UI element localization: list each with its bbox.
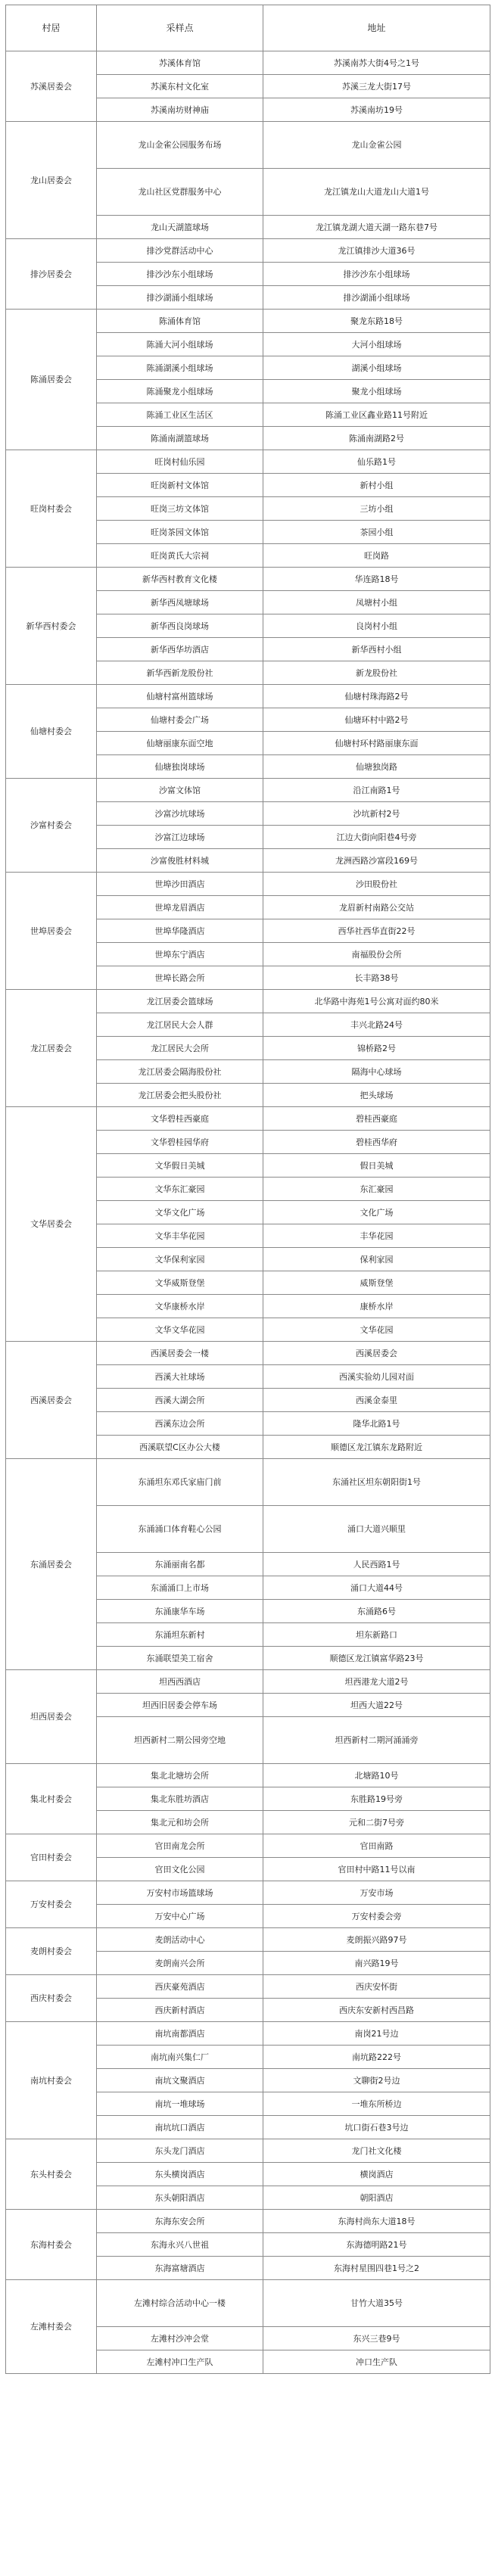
sampling-site: 左滩村综合活动中心一楼 (97, 2280, 263, 2327)
sampling-site: 龙山社区党群服务中心 (97, 169, 263, 216)
sampling-site: 东头龙门酒店 (97, 2139, 263, 2163)
site-address: 排沙沙东小组球场 (263, 263, 490, 286)
site-address: 龙洲西路沙富段169号 (263, 849, 490, 873)
village-name: 集北村委会 (6, 1764, 97, 1834)
site-address: 新龙股份社 (263, 661, 490, 685)
site-address: 江边大街向阳巷4号旁 (263, 826, 490, 849)
sampling-site: 新华西良岗球场 (97, 614, 263, 638)
site-address: 仙塘独岗路 (263, 755, 490, 779)
sampling-site: 万安村市场篮球场 (97, 1881, 263, 1905)
site-address: 南福股份会所 (263, 943, 490, 966)
sampling-site: 排沙党群活动中心 (97, 239, 263, 263)
site-address: 元和二街7号旁 (263, 1811, 490, 1834)
table-row (6, 1834, 490, 1858)
site-address: 文华花园 (263, 1318, 490, 1342)
village-name: 东涌居委会 (6, 1459, 97, 1670)
site-address: 顺德区龙江镇富华路23号 (263, 1647, 490, 1670)
site-address: 南岗21号边 (263, 2022, 490, 2046)
column-header-address: 地址 (263, 5, 490, 51)
site-address: 官田村中路11号以南 (263, 1858, 490, 1881)
site-address: 西庆安怀街 (263, 1975, 490, 1999)
site-address: 沿江南路1号 (263, 779, 490, 802)
site-address: 东海德明路21号 (263, 2233, 490, 2257)
sampling-site: 麦朗活动中心 (97, 1928, 263, 1952)
site-address: 丰华花园 (263, 1224, 490, 1248)
site-address: 北塘路10号 (263, 1764, 490, 1787)
table-row (6, 239, 490, 263)
sampling-site: 东涌涌口体育鞋心公园 (97, 1506, 263, 1553)
table-row (6, 779, 490, 802)
table-row (6, 568, 490, 591)
sampling-site: 官田南龙会所 (97, 1834, 263, 1858)
village-name: 苏溪居委会 (6, 51, 97, 122)
site-address: 龙江镇龙山大道龙山大道1号 (263, 169, 490, 216)
table-row (6, 450, 490, 474)
site-address: 锦桥路2号 (263, 1037, 490, 1060)
sampling-site: 西溪居委会一楼 (97, 1342, 263, 1365)
village-name: 西庆村委会 (6, 1975, 97, 2022)
sampling-site: 龙江居民大会人群 (97, 1013, 263, 1037)
site-address: 坦西新村二期河涌涌旁 (263, 1717, 490, 1764)
sampling-site: 文华丰华花园 (97, 1224, 263, 1248)
site-address: 涌口大道兴顺里 (263, 1506, 490, 1553)
sampling-site: 东涌坦东新村 (97, 1623, 263, 1647)
site-address: 长丰路38号 (263, 966, 490, 990)
site-address: 沙田股份社 (263, 873, 490, 896)
site-address: 三坊小组 (263, 497, 490, 521)
site-address: 西庆东安新村西昌路 (263, 1999, 490, 2022)
sampling-site: 世埠华隆酒店 (97, 919, 263, 943)
table-row (6, 1764, 490, 1787)
sampling-site: 陈涌大河小组球场 (97, 333, 263, 356)
sampling-site: 东涌联望美工宿舍 (97, 1647, 263, 1670)
sampling-site: 龙江居委会篮球场 (97, 990, 263, 1013)
sampling-site: 西溪大湖会所 (97, 1389, 263, 1412)
sampling-site: 文华东汇豪园 (97, 1178, 263, 1201)
site-address: 华连路18号 (263, 568, 490, 591)
site-address: 坦西大道22号 (263, 1694, 490, 1717)
village-name: 沙富村委会 (6, 779, 97, 873)
table-row (6, 1342, 490, 1365)
site-address: 一堆东所桥边 (263, 2092, 490, 2116)
table-row (6, 1975, 490, 1999)
sampling-site: 万安中心广场 (97, 1905, 263, 1928)
sampling-site: 西溪东边会所 (97, 1412, 263, 1436)
sampling-site: 东海东安会所 (97, 2210, 263, 2233)
site-address: 北华路中海苑1号公寓对面约80米 (263, 990, 490, 1013)
table-row (6, 310, 490, 333)
site-address: 康桥水岸 (263, 1295, 490, 1318)
site-address: 西溪实验幼儿园对面 (263, 1365, 490, 1389)
site-address: 排沙湖涌小组球场 (263, 286, 490, 310)
sampling-site: 新华西村教育文化楼 (97, 568, 263, 591)
site-address: 东涌路6号 (263, 1600, 490, 1623)
sampling-site: 沙富俊胜材料城 (97, 849, 263, 873)
sampling-site: 左滩村沙冲会堂 (97, 2327, 263, 2350)
sampling-site: 排沙湖涌小组球场 (97, 286, 263, 310)
sampling-site: 东海永兴八世祖 (97, 2233, 263, 2257)
table-row (6, 2280, 490, 2327)
table-row (6, 873, 490, 896)
table-body (6, 51, 490, 2374)
site-address: 茶园小组 (263, 521, 490, 544)
site-address: 陈涌工业区鑫业路11号附近 (263, 403, 490, 427)
sampling-site: 旺岗村仙乐园 (97, 450, 263, 474)
table-row (6, 1881, 490, 1905)
sampling-site: 西庆豪苑酒店 (97, 1975, 263, 1999)
site-address: 冲口生产队 (263, 2350, 490, 2374)
sampling-site: 苏溪南坊财神庙 (97, 98, 263, 122)
site-address: 苏溪三龙大街17号 (263, 75, 490, 98)
sampling-site: 官田文化公园 (97, 1858, 263, 1881)
site-address: 苏溪南苏大街4号之1号 (263, 51, 490, 75)
site-address: 东海村星围四巷1号之2 (263, 2257, 490, 2280)
sampling-site: 东涌丽南名都 (97, 1553, 263, 1576)
site-address: 假日美城 (263, 1154, 490, 1178)
sampling-site: 排沙沙东小组球场 (97, 263, 263, 286)
site-address: 新华西村小组 (263, 638, 490, 661)
sampling-site: 沙富江边球场 (97, 826, 263, 849)
sampling-site: 西溪大社球场 (97, 1365, 263, 1389)
village-name: 旺岗村委会 (6, 450, 97, 568)
site-address: 龙山金雀公园 (263, 122, 490, 169)
sampling-site: 苏溪东村文化室 (97, 75, 263, 98)
table-row (6, 1928, 490, 1952)
sampling-site: 坦西西酒店 (97, 1670, 263, 1694)
sampling-site: 新华西凤塘球场 (97, 591, 263, 614)
site-address: 西华社西华直街22号 (263, 919, 490, 943)
village-name: 东海村委会 (6, 2210, 97, 2280)
site-address: 仙塘环村中路2号 (263, 708, 490, 732)
site-address: 龙江镇龙湖大道天湖一路东巷7号 (263, 216, 490, 239)
sampling-site: 文华假日美城 (97, 1154, 263, 1178)
site-address: 碧桂西豪庭 (263, 1107, 490, 1131)
site-address: 坦西港龙大道2号 (263, 1670, 490, 1694)
sampling-site: 东涌涌口上市场 (97, 1576, 263, 1600)
sampling-site: 沙富文体馆 (97, 779, 263, 802)
site-address: 东海村尚东大道18号 (263, 2210, 490, 2233)
table-row (6, 2139, 490, 2163)
site-address: 南兴路19号 (263, 1952, 490, 1975)
sampling-site: 仙塘丽康东面空地 (97, 732, 263, 755)
sampling-site: 文华威斯登堡 (97, 1271, 263, 1295)
sampling-site: 龙江居民大会所 (97, 1037, 263, 1060)
village-name: 新华西村委会 (6, 568, 97, 685)
sampling-site: 南坑南兴集仁厂 (97, 2046, 263, 2069)
village-name: 排沙居委会 (6, 239, 97, 310)
site-address: 坑口街石巷3号边 (263, 2116, 490, 2139)
header-row (6, 5, 490, 51)
sampling-site: 东涌坦东邓氏家庙门前 (97, 1459, 263, 1506)
village-name: 龙江居委会 (6, 990, 97, 1107)
site-address: 人民西路1号 (263, 1553, 490, 1576)
sampling-site: 旺岗黄氏大宗祠 (97, 544, 263, 568)
sampling-site: 集北东胜坊酒店 (97, 1787, 263, 1811)
site-address: 仙塘村珠海路2号 (263, 685, 490, 708)
sampling-site: 旺岗茶园文体馆 (97, 521, 263, 544)
sampling-site: 文华碧桂园华府 (97, 1131, 263, 1154)
site-address: 官田南路 (263, 1834, 490, 1858)
sampling-site: 集北北塘坊会所 (97, 1764, 263, 1787)
sampling-site: 世埠东宁酒店 (97, 943, 263, 966)
sampling-site: 文华康桥水岸 (97, 1295, 263, 1318)
sampling-site: 旺岗三坊文体馆 (97, 497, 263, 521)
site-address: 东兴三巷9号 (263, 2327, 490, 2350)
sampling-site: 陈涌工业区生活区 (97, 403, 263, 427)
sampling-site: 南坑南都酒店 (97, 2022, 263, 2046)
site-address: 坦东新路口 (263, 1623, 490, 1647)
village-name: 世埠居委会 (6, 873, 97, 990)
site-address: 丰兴北路24号 (263, 1013, 490, 1037)
village-name: 东头村委会 (6, 2139, 97, 2210)
site-address: 文化广场 (263, 1201, 490, 1224)
sampling-site: 世埠长路会所 (97, 966, 263, 990)
site-address: 东涌社区坦东朝阳街1号 (263, 1459, 490, 1506)
sampling-site: 集北元和坊会所 (97, 1811, 263, 1834)
site-address: 万安村委会旁 (263, 1905, 490, 1928)
site-address: 南坑路222号 (263, 2046, 490, 2069)
sampling-site: 文华文华花园 (97, 1318, 263, 1342)
column-header-site: 采样点 (97, 5, 263, 51)
site-address: 大河小组球场 (263, 333, 490, 356)
village-name: 南坑村委会 (6, 2022, 97, 2139)
site-address: 良岗村小组 (263, 614, 490, 638)
village-name: 陈涌居委会 (6, 310, 97, 450)
village-name: 左滩村委会 (6, 2280, 97, 2374)
site-address: 顺德区龙江镇东龙路附近 (263, 1436, 490, 1459)
sampling-sites-table (5, 5, 490, 2374)
site-address: 万安市场 (263, 1881, 490, 1905)
site-address: 陈涌南湖路2号 (263, 427, 490, 450)
sampling-site: 南坑坑口酒店 (97, 2116, 263, 2139)
village-name: 文华居委会 (6, 1107, 97, 1342)
sampling-site: 文华碧桂西豪庭 (97, 1107, 263, 1131)
sampling-site: 龙江居委会把头股份社 (97, 1084, 263, 1107)
sampling-site: 文华文化广场 (97, 1201, 263, 1224)
sampling-site: 东涌康华车场 (97, 1600, 263, 1623)
sampling-site: 龙江居委会隔海股份社 (97, 1060, 263, 1084)
sampling-site: 西溪联望C区办公大楼 (97, 1436, 263, 1459)
site-address: 龙江镇排沙大道36号 (263, 239, 490, 263)
site-address: 聚龙东路18号 (263, 310, 490, 333)
sampling-site: 坦西旧居委会停车场 (97, 1694, 263, 1717)
table-row (6, 1107, 490, 1131)
site-address: 麦朗振兴路97号 (263, 1928, 490, 1952)
table-row (6, 2022, 490, 2046)
site-address: 沙坑新村2号 (263, 802, 490, 826)
sampling-site: 仙塘独岗球场 (97, 755, 263, 779)
sampling-site: 东头朝阳酒店 (97, 2186, 263, 2210)
table-row (6, 685, 490, 708)
sampling-site: 龙山金雀公园服务布场 (97, 122, 263, 169)
village-name: 仙塘村委会 (6, 685, 97, 779)
site-address: 涌口大道44号 (263, 1576, 490, 1600)
site-address: 横岗酒店 (263, 2163, 490, 2186)
site-address: 东胜路19号旁 (263, 1787, 490, 1811)
table-row (6, 1459, 490, 1506)
sampling-site: 龙山天湖篮球场 (97, 216, 263, 239)
sampling-site: 陈涌体育馆 (97, 310, 263, 333)
sampling-site: 陈涌南湖篮球场 (97, 427, 263, 450)
sampling-site: 左滩村冲口生产队 (97, 2350, 263, 2374)
site-address: 龙眉新村南路公交站 (263, 896, 490, 919)
site-address: 碧桂西华府 (263, 1131, 490, 1154)
sampling-site: 陈涌聚龙小组球场 (97, 380, 263, 403)
sampling-site: 南坑一堆球场 (97, 2092, 263, 2116)
sampling-site: 西庆新村酒店 (97, 1999, 263, 2022)
sampling-site: 世埠龙眉酒店 (97, 896, 263, 919)
page (5, 5, 490, 2374)
sampling-site: 南坑文聚酒店 (97, 2069, 263, 2092)
sampling-site: 仙塘村富州篮球场 (97, 685, 263, 708)
site-address: 苏溪南坊19号 (263, 98, 490, 122)
sampling-site: 沙富沙坑球场 (97, 802, 263, 826)
sampling-site: 世埠沙田酒店 (97, 873, 263, 896)
site-address: 甘竹大道35号 (263, 2280, 490, 2327)
table-row (6, 122, 490, 169)
site-address: 文聊街2号边 (263, 2069, 490, 2092)
sampling-site: 陈涌湖溪小组球场 (97, 356, 263, 380)
site-address: 西溪金泰里 (263, 1389, 490, 1412)
site-address: 凤塘村小组 (263, 591, 490, 614)
site-address: 隔海中心球场 (263, 1060, 490, 1084)
village-name: 万安村委会 (6, 1881, 97, 1928)
site-address: 湖溪小组球场 (263, 356, 490, 380)
site-address: 保利家园 (263, 1248, 490, 1271)
table-row (6, 1670, 490, 1694)
sampling-site: 东海富塘酒店 (97, 2257, 263, 2280)
site-address: 朝阳酒店 (263, 2186, 490, 2210)
site-address: 东汇豪园 (263, 1178, 490, 1201)
sampling-site: 文华保利家园 (97, 1248, 263, 1271)
sampling-site: 旺岗新村文体馆 (97, 474, 263, 497)
site-address: 仙乐路1号 (263, 450, 490, 474)
site-address: 威斯登堡 (263, 1271, 490, 1295)
table-row (6, 2210, 490, 2233)
sampling-site: 麦朗南兴会所 (97, 1952, 263, 1975)
village-name: 坦西居委会 (6, 1670, 97, 1764)
site-address: 仙塘村环村路丽康东面 (263, 732, 490, 755)
sampling-site: 东头横岗酒店 (97, 2163, 263, 2186)
site-address: 把头球场 (263, 1084, 490, 1107)
village-name: 西溪居委会 (6, 1342, 97, 1459)
table-row (6, 51, 490, 75)
site-address: 隆华北路1号 (263, 1412, 490, 1436)
table-row (6, 990, 490, 1013)
village-name: 麦朗村委会 (6, 1928, 97, 1975)
sampling-site: 坦西新村二期公园旁空地 (97, 1717, 263, 1764)
column-header-village: 村居 (6, 5, 97, 51)
site-address: 新村小组 (263, 474, 490, 497)
village-name: 官田村委会 (6, 1834, 97, 1881)
sampling-site: 新华西新龙股份社 (97, 661, 263, 685)
site-address: 龙门社文化楼 (263, 2139, 490, 2163)
sampling-site: 苏溪体育馆 (97, 51, 263, 75)
sampling-site: 新华西华坊酒店 (97, 638, 263, 661)
sampling-site: 仙塘村委会广场 (97, 708, 263, 732)
site-address: 西溪居委会 (263, 1342, 490, 1365)
site-address: 聚龙小组球场 (263, 380, 490, 403)
village-name: 龙山居委会 (6, 122, 97, 239)
site-address: 旺岗路 (263, 544, 490, 568)
